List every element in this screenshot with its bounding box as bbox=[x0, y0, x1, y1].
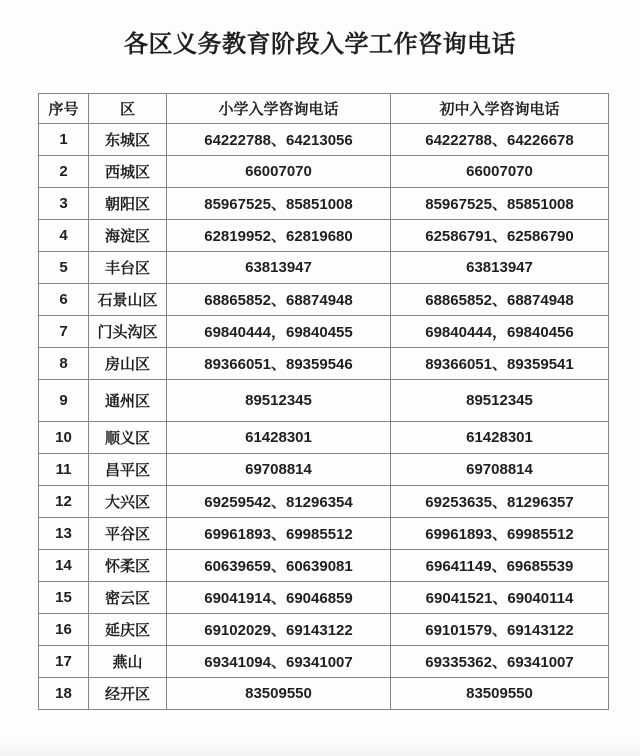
primary-phone-cell: 60639659、60639081 bbox=[167, 550, 391, 582]
phone-table bbox=[38, 93, 609, 710]
middle-phone-cell: 66007070 bbox=[391, 156, 609, 188]
primary-phone-cell: 85967525、85851008 bbox=[167, 188, 391, 220]
district-cell: 门头沟区 bbox=[89, 316, 167, 348]
primary-phone-cell: 68865852、68874948 bbox=[167, 284, 391, 316]
table-body bbox=[39, 124, 609, 710]
middle-phone-cell: 69840444，69840456 bbox=[391, 316, 609, 348]
table-row bbox=[39, 156, 609, 188]
table-row bbox=[39, 252, 609, 284]
middle-phone-cell: 89512345 bbox=[391, 380, 609, 422]
row-number-cell: 18 bbox=[39, 678, 89, 710]
row-number-cell: 15 bbox=[39, 582, 89, 614]
table-row bbox=[39, 348, 609, 380]
primary-phone-cell: 61428301 bbox=[167, 422, 391, 454]
primary-phone-cell: 69041914、69046859 bbox=[167, 582, 391, 614]
district-cell: 顺义区 bbox=[89, 422, 167, 454]
table-row bbox=[39, 678, 609, 710]
primary-phone-cell: 69259542、81296354 bbox=[167, 486, 391, 518]
district-cell: 密云区 bbox=[89, 582, 167, 614]
middle-phone-cell: 69041521、69040114 bbox=[391, 582, 609, 614]
row-number-cell: 10 bbox=[39, 422, 89, 454]
primary-phone-cell: 89366051、89359546 bbox=[167, 348, 391, 380]
primary-phone-cell: 62819952、62819680 bbox=[167, 220, 391, 252]
table-row bbox=[39, 582, 609, 614]
table-row bbox=[39, 284, 609, 316]
primary-phone-cell: 64222788、64213056 bbox=[167, 124, 391, 156]
district-cell: 延庆区 bbox=[89, 614, 167, 646]
district-cell: 怀柔区 bbox=[89, 550, 167, 582]
middle-phone-cell: 69961893、69985512 bbox=[391, 518, 609, 550]
table-header bbox=[39, 94, 609, 124]
middle-phone-cell: 85967525、85851008 bbox=[391, 188, 609, 220]
primary-phone-cell: 83509550 bbox=[167, 678, 391, 710]
district-cell: 大兴区 bbox=[89, 486, 167, 518]
table-row bbox=[39, 124, 609, 156]
row-number-cell: 4 bbox=[39, 220, 89, 252]
table-row bbox=[39, 316, 609, 348]
district-cell: 经开区 bbox=[89, 678, 167, 710]
page-title: 各区义务教育阶段入学工作咨询电话 bbox=[124, 31, 516, 58]
table-row bbox=[39, 646, 609, 678]
row-number-cell: 17 bbox=[39, 646, 89, 678]
row-number-cell: 6 bbox=[39, 284, 89, 316]
row-number-cell: 1 bbox=[39, 124, 89, 156]
row-number-cell: 3 bbox=[39, 188, 89, 220]
footer-strip bbox=[0, 742, 640, 756]
middle-phone-cell: 69335362、69341007 bbox=[391, 646, 609, 678]
column-header-district: 区 bbox=[89, 94, 167, 124]
table-row bbox=[39, 380, 609, 422]
table-header-row bbox=[39, 94, 609, 124]
middle-phone-cell: 62586791、62586790 bbox=[391, 220, 609, 252]
district-cell: 燕山 bbox=[89, 646, 167, 678]
row-number-cell: 8 bbox=[39, 348, 89, 380]
table-row bbox=[39, 518, 609, 550]
table-row bbox=[39, 422, 609, 454]
district-cell: 东城区 bbox=[89, 124, 167, 156]
district-cell: 通州区 bbox=[89, 380, 167, 422]
primary-phone-cell: 66007070 bbox=[167, 156, 391, 188]
table-row bbox=[39, 188, 609, 220]
middle-phone-cell: 64222788、64226678 bbox=[391, 124, 609, 156]
district-cell: 房山区 bbox=[89, 348, 167, 380]
middle-phone-cell: 89366051、89359541 bbox=[391, 348, 609, 380]
column-header-primary: 小学入学咨询电话 bbox=[167, 94, 391, 124]
primary-phone-cell: 63813947 bbox=[167, 252, 391, 284]
middle-phone-cell: 69101579、69143122 bbox=[391, 614, 609, 646]
row-number-cell: 12 bbox=[39, 486, 89, 518]
middle-phone-cell: 68865852、68874948 bbox=[391, 284, 609, 316]
row-number-cell: 11 bbox=[39, 454, 89, 486]
district-cell: 朝阳区 bbox=[89, 188, 167, 220]
row-number-cell: 9 bbox=[39, 380, 89, 422]
middle-phone-cell: 69708814 bbox=[391, 454, 609, 486]
primary-phone-cell: 69102029、69143122 bbox=[167, 614, 391, 646]
column-header-no: 序号 bbox=[39, 94, 89, 124]
table-row bbox=[39, 220, 609, 252]
district-cell: 丰台区 bbox=[89, 252, 167, 284]
row-number-cell: 7 bbox=[39, 316, 89, 348]
district-cell: 平谷区 bbox=[89, 518, 167, 550]
row-number-cell: 13 bbox=[39, 518, 89, 550]
primary-phone-cell: 69708814 bbox=[167, 454, 391, 486]
table-row bbox=[39, 454, 609, 486]
primary-phone-cell: 69840444，69840455 bbox=[167, 316, 391, 348]
table-row bbox=[39, 614, 609, 646]
middle-phone-cell: 61428301 bbox=[391, 422, 609, 454]
primary-phone-cell: 69961893、69985512 bbox=[167, 518, 391, 550]
district-cell: 昌平区 bbox=[89, 454, 167, 486]
district-cell: 海淀区 bbox=[89, 220, 167, 252]
primary-phone-cell: 89512345 bbox=[167, 380, 391, 422]
middle-phone-cell: 83509550 bbox=[391, 678, 609, 710]
column-header-middle: 初中入学咨询电话 bbox=[391, 94, 609, 124]
middle-phone-cell: 63813947 bbox=[391, 252, 609, 284]
row-number-cell: 5 bbox=[39, 252, 89, 284]
middle-phone-cell: 69641149、69685539 bbox=[391, 550, 609, 582]
primary-phone-cell: 69341094、69341007 bbox=[167, 646, 391, 678]
row-number-cell: 2 bbox=[39, 156, 89, 188]
row-number-cell: 16 bbox=[39, 614, 89, 646]
district-cell: 石景山区 bbox=[89, 284, 167, 316]
table-row bbox=[39, 486, 609, 518]
district-cell: 西城区 bbox=[89, 156, 167, 188]
middle-phone-cell: 69253635、81296357 bbox=[391, 486, 609, 518]
table-row bbox=[39, 550, 609, 582]
row-number-cell: 14 bbox=[39, 550, 89, 582]
